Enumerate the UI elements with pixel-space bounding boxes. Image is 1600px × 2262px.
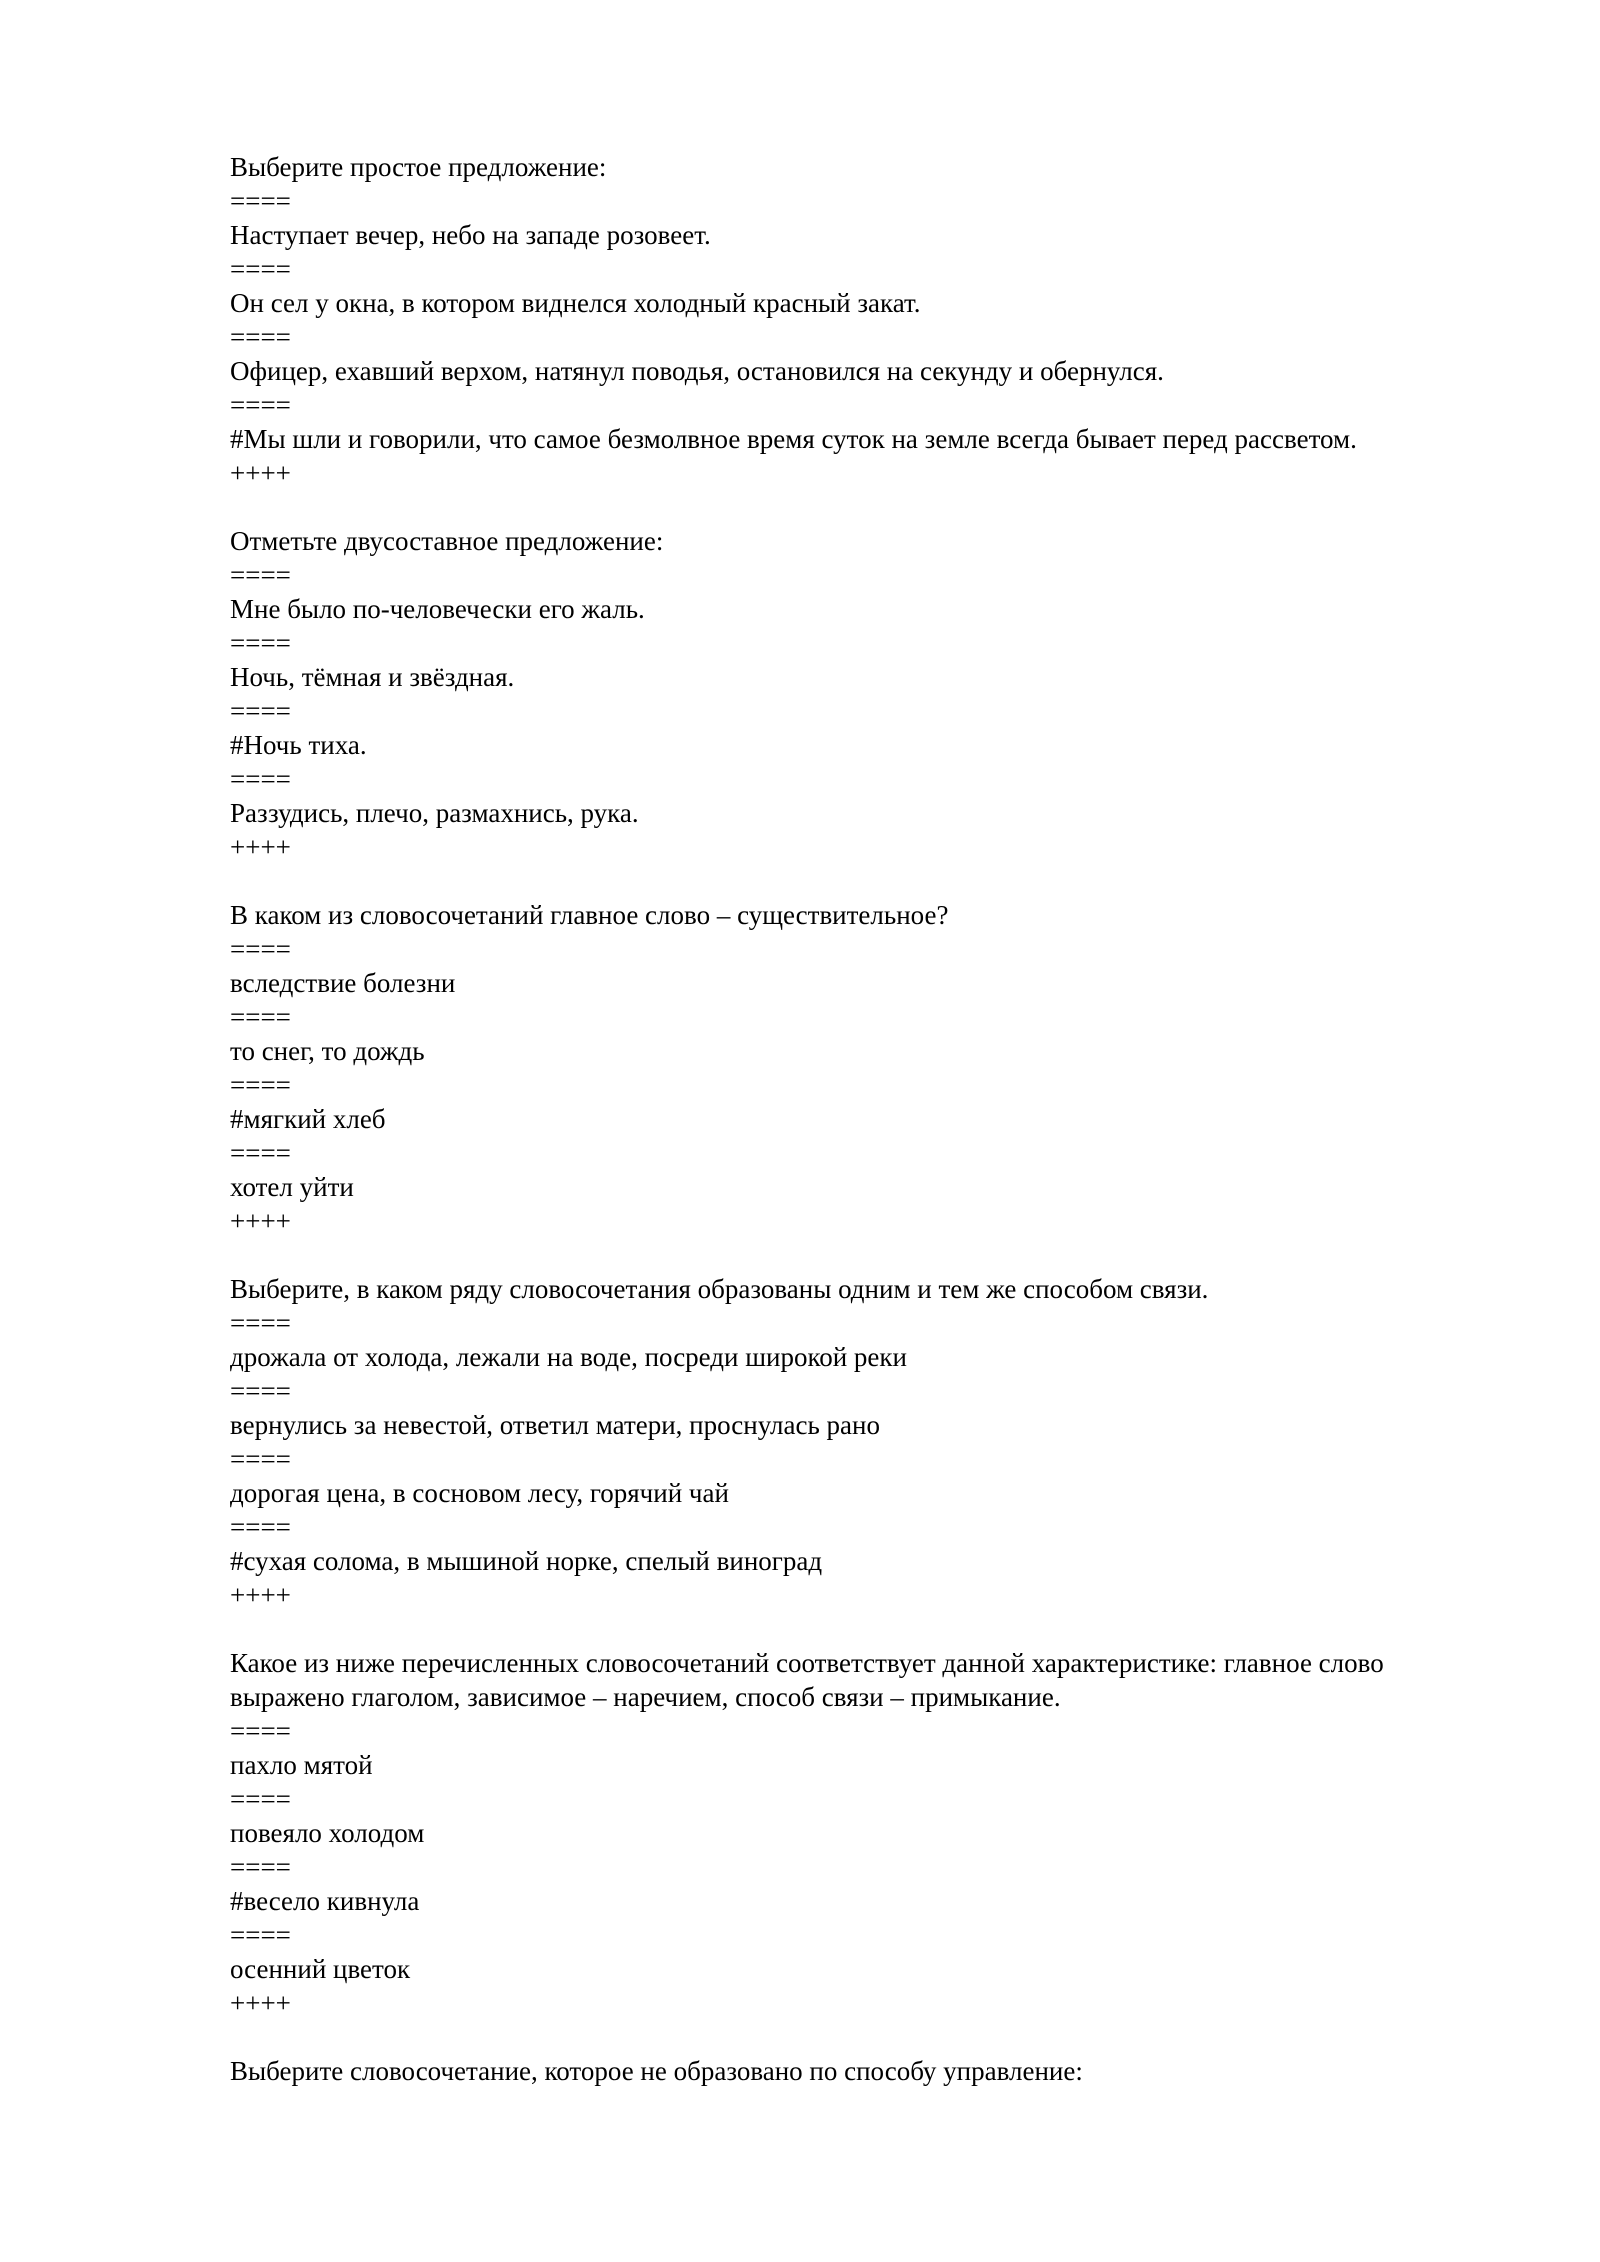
- question-block: [230, 150, 1490, 490]
- answer-option-correct: #весело кивнула: [230, 1886, 420, 1916]
- option-separator: ====: [230, 1852, 291, 1882]
- option-separator: ====: [230, 1376, 291, 1406]
- option-separator: ====: [230, 1138, 291, 1168]
- answer-option-correct: #Мы шли и говорили, что самое безмолвное время суток на земле всегда бывает перед рассветом.: [230, 424, 1357, 454]
- answer-option: хотел уйти: [230, 1172, 354, 1202]
- question-prompt: Какое из ниже перечисленных словосочетаний соответствует данной характеристике: главное слово выражено глаголом, зависимое – наречием, способ связи – примыкание.: [230, 1648, 1391, 1712]
- question-block: [230, 2054, 1490, 2088]
- option-separator: ====: [230, 390, 291, 420]
- question-end-marker: ++++: [230, 1580, 291, 1610]
- answer-option-correct: #сухая солома, в мышиной норке, спелый виноград: [230, 1546, 823, 1576]
- option-separator: ====: [230, 1444, 291, 1474]
- option-separator: ====: [230, 254, 291, 284]
- option-separator: ====: [230, 764, 291, 794]
- answer-option: Он сел у окна, в котором виднелся холодный красный закат.: [230, 288, 921, 318]
- option-separator: ====: [230, 186, 291, 216]
- answer-option: вследствие болезни: [230, 968, 456, 998]
- answer-option: вернулись за невестой, ответил матери, проснулась рано: [230, 1410, 880, 1440]
- answer-option: повеяло холодом: [230, 1818, 425, 1848]
- option-separator: ====: [230, 1512, 291, 1542]
- option-separator: ====: [230, 628, 291, 658]
- option-separator: ====: [230, 934, 291, 964]
- answer-option: дрожала от холода, лежали на воде, посреди широкой реки: [230, 1342, 907, 1372]
- answer-option: то снег, то дождь: [230, 1036, 425, 1066]
- question-end-marker: ++++: [230, 1206, 291, 1236]
- option-separator: ====: [230, 1070, 291, 1100]
- answer-option: Наступает вечер, небо на западе розовеет.: [230, 220, 711, 250]
- answer-option: дорогая цена, в сосновом лесу, горячий чай: [230, 1478, 729, 1508]
- option-separator: ====: [230, 1716, 291, 1746]
- document-page: [230, 150, 1490, 2122]
- question-prompt: Выберите, в каком ряду словосочетания образованы одним и тем же способом связи.: [230, 1274, 1209, 1304]
- answer-option-correct: #Ночь тиха.: [230, 730, 367, 760]
- answer-option: пахло мятой: [230, 1750, 373, 1780]
- option-separator: ====: [230, 1784, 291, 1814]
- option-separator: ====: [230, 1308, 291, 1338]
- option-separator: ====: [230, 322, 291, 352]
- answer-option: Офицер, ехавший верхом, натянул поводья, остановился на секунду и обернулся.: [230, 356, 1164, 386]
- question-block: [230, 524, 1490, 864]
- question-end-marker: ++++: [230, 1988, 291, 2018]
- question-prompt: Отметьте двусоставное предложение:: [230, 526, 664, 556]
- question-prompt: Выберите простое предложение:: [230, 152, 607, 182]
- question-block: [230, 898, 1490, 1238]
- answer-option: осенний цветок: [230, 1954, 411, 1984]
- answer-option: Мне было по-человечески его жаль.: [230, 594, 645, 624]
- question-end-marker: ++++: [230, 458, 291, 488]
- option-separator: ====: [230, 560, 291, 590]
- question-block: [230, 1646, 1490, 2020]
- question-prompt: В каком из словосочетаний главное слово – существительное?: [230, 900, 949, 930]
- question-block: [230, 1272, 1490, 1612]
- option-separator: ====: [230, 696, 291, 726]
- option-separator: ====: [230, 1920, 291, 1950]
- answer-option: Ночь, тёмная и звёздная.: [230, 662, 515, 692]
- answer-option-correct: #мягкий хлеб: [230, 1104, 386, 1134]
- question-end-marker: ++++: [230, 832, 291, 862]
- answer-option: Раззудись, плечо, размахнись, рука.: [230, 798, 639, 828]
- question-prompt: Выберите словосочетание, которое не образовано по способу управление:: [230, 2056, 1083, 2086]
- option-separator: ====: [230, 1002, 291, 1032]
